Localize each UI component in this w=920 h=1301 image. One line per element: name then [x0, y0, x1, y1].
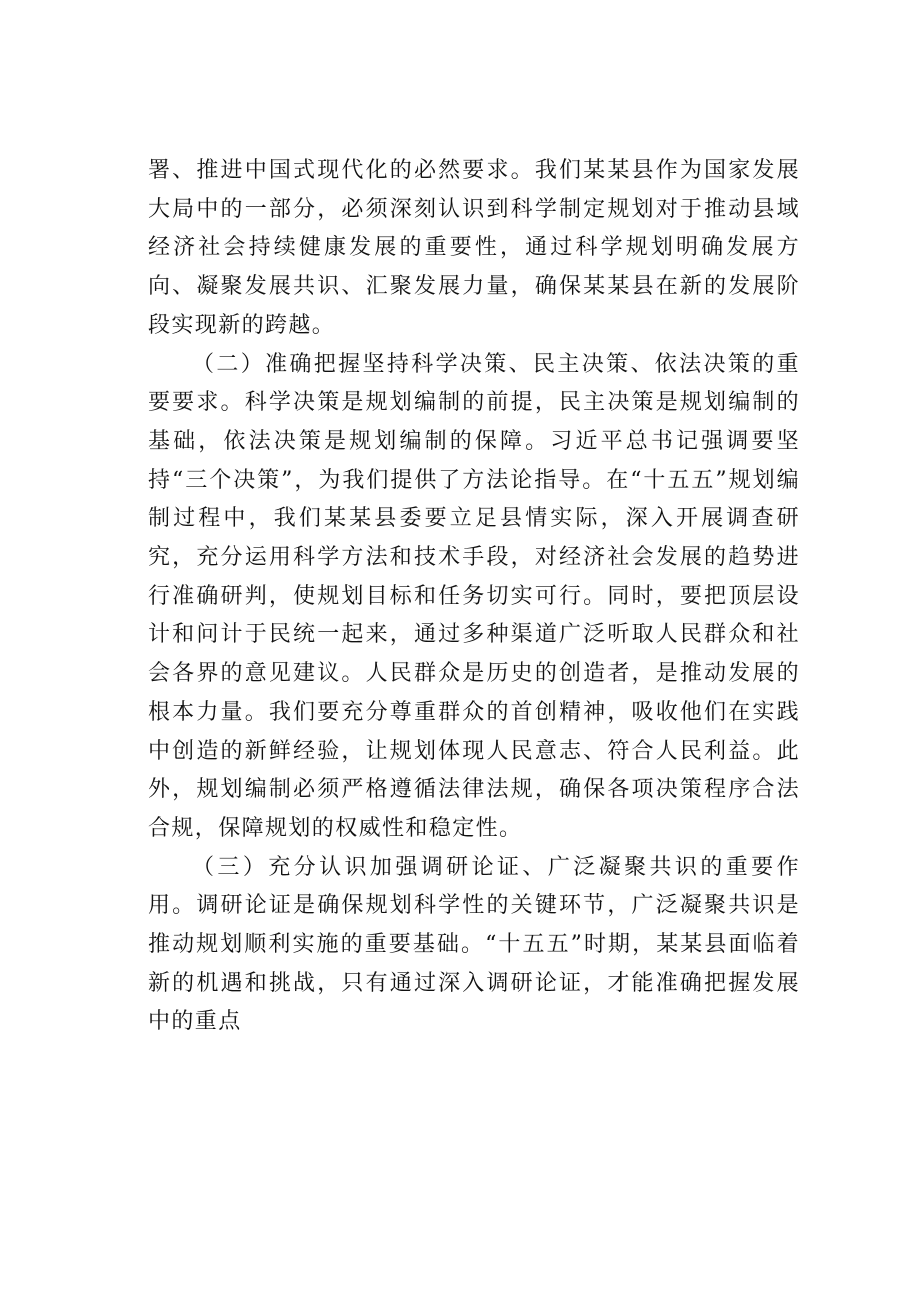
document-body [148, 152, 800, 1042]
paragraph-section-three: （三）充分认识加强调研论证、广泛凝聚共识的重要作用。调研论证是确保规划科学性的关键环节，广泛凝聚共识是推动规划顺利实施的重要基础。“十五五”时期，某某县面临着新的机遇和挑战，只有通过深入调研论证，才能准确把握发展中的重点 [148, 854, 800, 1035]
paragraph-section-two: （二）准确把握坚持科学决策、民主决策、依法决策的重要要求。科学决策是规划编制的前提，民主决策是规划编制的基础，依法决策是规划编制的保障。习近平总书记强调要坚持“三个决策”，为我们提供了方法论指导。在“十五五”规划编制过程中，我们某某县委要立足县情实际，深入开展调查研究，充分运用科学方法和技术手段，对经济社会发展的趋势进行准确研判，使规划目标和任务切实可行。同时，要把顶层设计和问计于民统一起来，通过多种渠道广泛听取人民群众和社会各界的意见建议。人民群众是历史的创造者，是推动发展的根本力量。我们要充分尊重群众的首创精神，吸收他们在实践中创造的新鲜经验，让规划体现人民意志、符合人民利益。此外，规划编制必须严格遵循法律法规，确保各项决策程序合法合规，保障规划的权威性和稳定性。 [148, 351, 800, 841]
paragraph-continuation: 署、推进中国式现代化的必然要求。我们某某县作为国家发展大局中的一部分，必须深刻认识到科学制定规划对于推动县域经济社会持续健康发展的重要性，通过科学规划明确发展方向、凝聚发展共识、汇聚发展力量，确保某某县在新的发展阶段实现新的跨越。 [148, 158, 800, 338]
